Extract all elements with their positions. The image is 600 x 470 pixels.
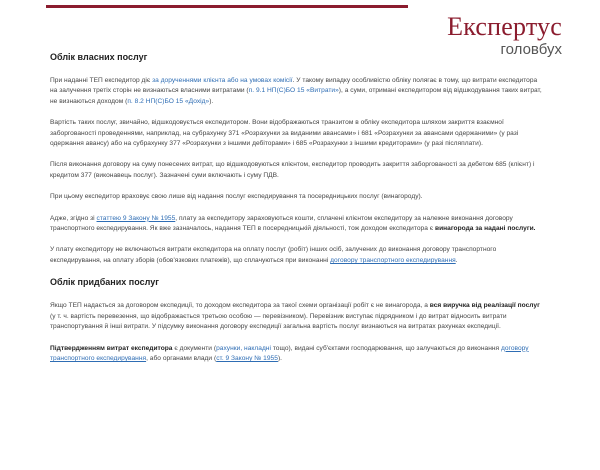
top-accent-line: [46, 5, 408, 8]
paragraph-transit-accounting: Вартість таких послуг, звичайно, відшкодовується експедитором. Вони відображаються транзитом в обліку експедитора шляхом закриття взаємної заборгованості проведеннями, наприклад, на субрахунку 371 «Розрахунки за виданими авансами» і 681 «Розрахунки за авансами одержаними» (у разі одержання авансу) або на субрахунку 377 «Розрахунки з іншими дебіторами» і 685 «Розрахунки з іншими кредиторами» (у разі післяплати).: [50, 119, 519, 148]
link-invoices[interactable]: рахунки, накладні: [216, 344, 271, 352]
brand-subtitle: головбух: [500, 41, 562, 58]
paragraph-excluded-costs: У плату експедитору не включаються витрати експедитора на оплату послуг (робіт) інших осіб, залучених до виконання договору транспортного експедирування, на оплату зборів (обов'язкових платежів), що сплачуються при виконанні договору транспортного експедирування.: [50, 246, 497, 264]
emphasis-commission: за дорученнями клієнта або на умовах комісії: [152, 77, 293, 84]
link-forwarding-contract[interactable]: договору транспортного експедирування: [330, 256, 456, 264]
paragraph-cost-confirmation: Підтвердженням витрат експедитора є документи (рахунки, накладні тощо), видані суб'єктами господарювання, що залучаються до виконання договору транспортного експедирування, або органами влади (ст. 9 Закону № 1955).: [50, 344, 529, 362]
brand-logo[interactable]: [447, 14, 562, 57]
paragraph-reward: При цьому експедитор враховує свою лише від надання послуг експедирування та посередницьких послуг (винагороду).: [50, 193, 423, 201]
paragraph-expedition-revenue: Якщо ТЕП надається за договором експедиції, то доходом експедитора за такої схеми організації робіт є не винагорода, а вся виручка від реалізації послуг (у т. ч. вартість перевезення, що відображається третьою особою — перевізником). Перевізник виступає підрядником і до витрат відносить витрати транспортування й інші витрати. У підсумку виконання договору експедиції загальна вартість послуг визнаються на витратах рахунках експедиції.: [50, 302, 540, 331]
section-heading-purchased-services: Облік придбаних послуг: [50, 277, 159, 288]
brand-name: Експертус: [447, 12, 562, 41]
paragraph-commission: При наданні ТЕП експедитор діє за дорученнями клієнта або на умовах комісії. У такому випадку особливістю обліку полягає в тому, що витрати експедитора на залучення третіх сторін не визнаються власними витратами (п. 9.1 НП(С)БО 15 «Витрати»), а суми, отримані експедитором від відшкодування таких витрат, не визнаються доходом (п. 8.2 НП(С)БО 15 «Дохід»).: [50, 77, 542, 105]
link-law-1955-art9-2[interactable]: ст. 9 Закону № 1955: [216, 354, 278, 362]
article-body: [50, 52, 544, 375]
link-np-sbo-15[interactable]: п. 8.2 НП(С)БО 15 «Дохід»: [127, 97, 210, 105]
section-heading-own-services: Облік власних послуг: [50, 52, 148, 62]
paragraph-law-article: Адже, згідно зі статтею 9 Закону № 1955, плату за експедитору зараховуються кошти, сплачені клієнтом експедитору за належне виконання договору транспортного експедирування. Як вже зазначалось, надання ТЕП в посередницькій діяльності, тож доходом експедитора є винагорода за надані послуги.: [50, 214, 536, 233]
link-forwarding-contract-2[interactable]: договору транспортного експедирування: [50, 344, 529, 362]
link-np-sbo-16[interactable]: п. 9.1 НП(С)БО 15 «Витрати»: [248, 87, 339, 95]
paragraph-debt-closing: Після виконання договору на суму понесених витрат, що відшкодовуються клієнтом, експедитор проводить закриття заборгованості за дебетом 685 (клієнт) і кредитом 377 (виконавець послуг). Зазначені суми включають і суму ПДВ.: [50, 161, 535, 179]
link-law-1955-art9[interactable]: статтею 9 Закону № 1955: [96, 214, 176, 222]
